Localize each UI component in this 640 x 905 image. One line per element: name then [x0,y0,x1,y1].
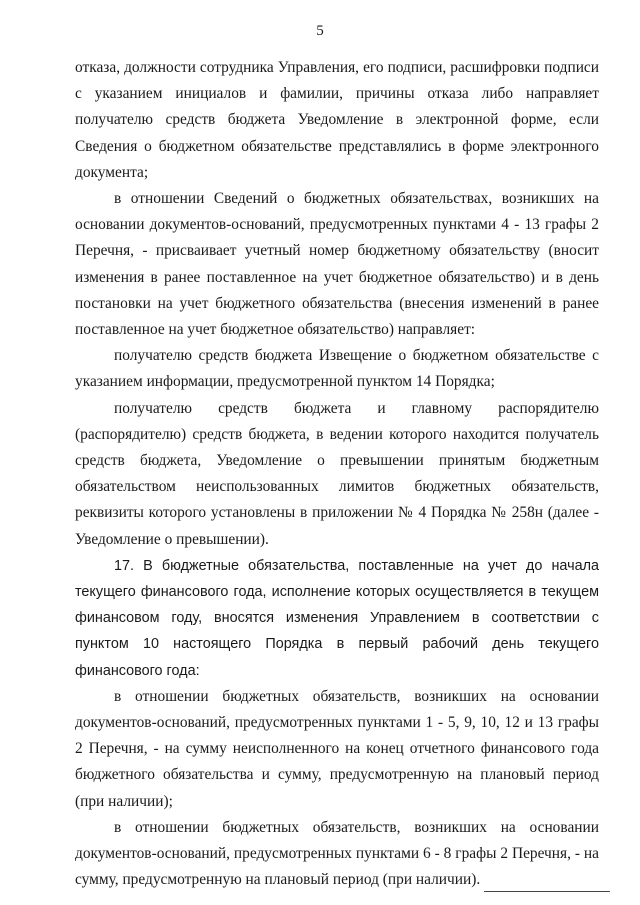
paragraph-notice-to-recipient: получателю средств бюджета Извещение о бюджетном обязательстве с указанием информации, предусмотренной пунктом 14 Порядка; [75,347,599,391]
paragraph-obligations-items-1-13: в отношении бюджетных обязательств, возникших на основании документов-оснований, предусмотренных пунктами 1 - 5, 9, 10, 12 и 13 графы 2 Перечня, - на сумму неисполненного на конец отчетного финансового года бюджетного обязательства и сумму, предусмотренную на плановый период (при наличии); [75,687,599,810]
document-body [75,55,599,894]
paragraph-section-17: 17. В бюджетные обязательства, поставленные на учет до начала текущего финансового года, исполнение которых осуществляется в текущем финансовом году, вносятся изменения Управлением в соответствии с пунктом 10 настоящего Порядка в первый рабочий день текущего финансового года: [75,557,599,679]
footer-divider [484,891,610,892]
paragraph-refusal-continuation: отказа, должности сотрудника Управления, его подписи, расшифровки подписи с указанием инициалов и фамилии, причины отказа либо направляет получателю средств бюджета Уведомление в электронной форме, если Сведения о бюджетном обязательстве представлялись в форме электронного документа; [75,59,599,181]
paragraph-excess-notification: получателю средств бюджета и главному распорядителю (распорядителю) средств бюджета, в ведении которого находится получатель средств бюджета, Уведомление о превышении принятым бюджетным обязательством неиспользованных лимитов бюджетных обязательств, реквизиты которого установлены в приложении № 4 Порядка № 258н (далее - Уведомление о превышении). [75,399,599,548]
paragraph-obligations-items-4-13: в отношении Сведений о бюджетных обязательствах, возникших на основании документов-оснований, предусмотренных пунктами 4 - 13 графы 2 Перечня, - присваивает учетный номер бюджетному обязательству (вносит изменения в ранее поставленное на учет бюджетное обязательство) и в день постановки на учет бюджетного обязательства (внесения изменений в ранее поставленное на учет бюджетное обязательство) направляет: [75,190,599,339]
page-number: 5 [316,23,324,39]
paragraph-obligations-items-6-8: в отношении бюджетных обязательств, возникших на основании документов-оснований, предусмотренных пунктами 6 - 8 графы 2 Перечня, - на сумму, предусмотренную на плановый период (при наличии). [75,818,599,889]
